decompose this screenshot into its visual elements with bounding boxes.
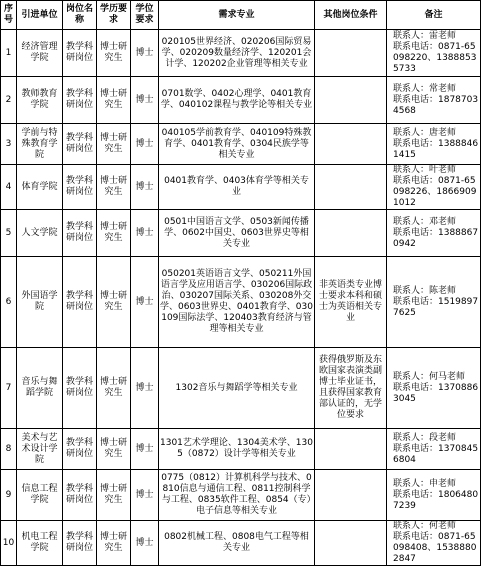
contact-phone: 联系电话：13708863045 xyxy=(393,382,479,404)
cell-degree: 博士研究生 xyxy=(97,30,131,77)
cell-remarks xyxy=(387,124,481,165)
cell-other xyxy=(315,77,387,124)
contact-phone: 联系电话：13888670942 xyxy=(393,227,479,249)
cell-post: 教学科研岗位 xyxy=(63,257,97,348)
cell-major: 050201英语语言文学、050211外国语言学及应用语言学、030206国际政治、030207国际关系、030208外交学、0603世界史、0401教育学、030109国际法学、120403教育经济与管理等相关专业 xyxy=(159,257,315,348)
header-unit: 引进单位 xyxy=(17,1,63,30)
contact-phone: 联系电话：0871-65098408、15388802847 xyxy=(393,532,477,564)
cell-degree: 博士研究生 xyxy=(97,124,131,165)
cell-degree: 博士研究生 xyxy=(97,165,131,210)
contact-person: 联系人：叶老师 xyxy=(393,165,457,175)
contact-person: 联系人：申老师 xyxy=(393,478,457,489)
cell-remarks xyxy=(387,470,481,521)
cell-major: 1301艺术学理论、1304美术学、1305（0872）设计学等相关专业 xyxy=(159,429,315,470)
cell-degree: 博士研究生 xyxy=(97,210,131,257)
cell-other xyxy=(315,429,387,470)
header-other: 其他岗位条件 xyxy=(315,1,387,30)
cell-unit: 音乐与舞蹈学院 xyxy=(17,348,63,429)
cell-qualification: 博士 xyxy=(131,521,159,566)
cell-unit: 学前与特殊教育学院 xyxy=(17,124,63,165)
cell-unit: 外国语学院 xyxy=(17,257,63,348)
cell-seq: 4 xyxy=(1,165,17,210)
contact-phone: 联系电话：0871-65098226、18669091012 xyxy=(393,176,477,208)
table-row xyxy=(1,470,481,521)
cell-degree: 博士研究生 xyxy=(97,521,131,566)
cell-other: 非英语类专业博士要求本科和硕士为英语相关专业 xyxy=(315,257,387,348)
cell-other xyxy=(315,521,387,566)
contact-person: 联系人：邓老师 xyxy=(393,216,457,227)
cell-qualification: 博士 xyxy=(131,77,159,124)
header-row xyxy=(1,1,481,30)
cell-degree: 博士研究生 xyxy=(97,257,131,348)
header-remarks: 备注 xyxy=(387,1,481,30)
cell-qualification: 博士 xyxy=(131,470,159,521)
contact-phone: 联系电话：15198977625 xyxy=(393,296,479,318)
cell-remarks xyxy=(387,521,481,566)
cell-post: 教学科研岗位 xyxy=(63,165,97,210)
header-degree: 学历要求 xyxy=(97,1,131,30)
cell-other xyxy=(315,30,387,77)
cell-unit: 教师教育学院 xyxy=(17,77,63,124)
cell-seq: 9 xyxy=(1,470,17,521)
cell-remarks xyxy=(387,257,481,348)
cell-qualification: 博士 xyxy=(131,124,159,165)
cell-major: 040105学前教育学、040109特殊教育学、0401教育学、0304民族学等相关专业 xyxy=(159,124,315,165)
cell-post: 教学科研岗位 xyxy=(63,521,97,566)
cell-remarks xyxy=(387,348,481,429)
cell-unit: 美术与艺术设计学院 xyxy=(17,429,63,470)
cell-seq: 1 xyxy=(1,30,17,77)
cell-other: 获得俄罗斯及东欧国家表演类副博士毕业证书，且获得国家教育部认证的，无学位要求 xyxy=(315,348,387,429)
cell-degree: 博士研究生 xyxy=(97,348,131,429)
cell-post: 教学科研岗位 xyxy=(63,30,97,77)
cell-major: 0775（0812）计算机科学与技术、0810信息与通信工程、0811控制科学与工程、0835软件工程、0854（专）电子信息等相关专业 xyxy=(159,470,315,521)
contact-phone: 联系电话：18787034568 xyxy=(393,94,479,116)
table-row xyxy=(1,124,481,165)
cell-qualification: 博士 xyxy=(131,257,159,348)
contact-person: 联系人：常老师 xyxy=(393,83,457,94)
cell-post: 教学科研岗位 xyxy=(63,210,97,257)
contact-person: 联系人：段老师 xyxy=(393,432,457,443)
cell-qualification: 博士 xyxy=(131,429,159,470)
cell-major: 0701数学、0402心理学、0401教育学、040102课程与教学论等相关专业 xyxy=(159,77,315,124)
cell-remarks xyxy=(387,210,481,257)
contact-person: 联系人：雷老师 xyxy=(393,31,457,41)
table-row xyxy=(1,521,481,566)
header-post-name: 岗位名称 xyxy=(63,1,97,30)
cell-unit: 体育学院 xyxy=(17,165,63,210)
cell-degree: 博士研究生 xyxy=(97,77,131,124)
cell-unit: 人文学院 xyxy=(17,210,63,257)
cell-unit: 信息工程学院 xyxy=(17,470,63,521)
table-row xyxy=(1,210,481,257)
table-row xyxy=(1,348,481,429)
cell-remarks xyxy=(387,429,481,470)
cell-major: 0802机械工程、0808电气工程等相关专业 xyxy=(159,521,315,566)
cell-other xyxy=(315,124,387,165)
cell-post: 教学科研岗位 xyxy=(63,429,97,470)
cell-seq: 5 xyxy=(1,210,17,257)
cell-qualification: 博士 xyxy=(131,210,159,257)
cell-degree: 博士研究生 xyxy=(97,429,131,470)
cell-seq: 8 xyxy=(1,429,17,470)
cell-qualification: 博士 xyxy=(131,30,159,77)
cell-post: 教学科研岗位 xyxy=(63,124,97,165)
contact-phone: 联系电话：0871-65098220、13888535733 xyxy=(393,42,477,74)
cell-seq: 3 xyxy=(1,124,17,165)
cell-post: 教学科研岗位 xyxy=(63,470,97,521)
cell-unit: 经济管理学院 xyxy=(17,30,63,77)
contact-person: 联系人：唐老师 xyxy=(393,127,457,138)
cell-post: 教学科研岗位 xyxy=(63,77,97,124)
table-row xyxy=(1,165,481,210)
cell-seq: 2 xyxy=(1,77,17,124)
cell-other xyxy=(315,165,387,210)
cell-major: 020105世界经济、020206国际贸易学、020209数量经济学、120201会计学、120202企业管理等相关专业 xyxy=(159,30,315,77)
contact-phone: 联系电话：13708456804 xyxy=(393,443,479,465)
table-row xyxy=(1,77,481,124)
cell-major: 0401教育学、0403体育学等相关专业 xyxy=(159,165,315,210)
contact-phone: 联系电话：18064807239 xyxy=(393,489,479,511)
table-row xyxy=(1,429,481,470)
contact-person: 联系人：何马老师 xyxy=(393,371,466,382)
cell-qualification: 博士 xyxy=(131,165,159,210)
table-row xyxy=(1,257,481,348)
contact-phone: 联系电话：13888461415 xyxy=(393,138,479,160)
header-qualification: 学位要求 xyxy=(131,1,159,30)
cell-major: 1302音乐与舞蹈学等相关专业 xyxy=(159,348,315,429)
cell-seq: 7 xyxy=(1,348,17,429)
cell-unit: 机电工程学院 xyxy=(17,521,63,566)
contact-person: 联系人：陈老师 xyxy=(393,285,457,296)
cell-qualification: 博士 xyxy=(131,348,159,429)
table-row xyxy=(1,30,481,77)
cell-seq: 10 xyxy=(1,521,17,566)
header-major: 需求专业 xyxy=(159,1,315,30)
cell-post: 教学科研岗位 xyxy=(63,348,97,429)
cell-major: 0501中国语言文学、0503新闻传播学、0602中国史、0603世界史等相关专业 xyxy=(159,210,315,257)
header-seq: 序号 xyxy=(1,1,17,30)
cell-other xyxy=(315,210,387,257)
cell-remarks xyxy=(387,30,481,77)
cell-remarks xyxy=(387,165,481,210)
cell-remarks xyxy=(387,77,481,124)
contact-person: 联系人：何老师 xyxy=(393,521,457,531)
cell-seq: 6 xyxy=(1,257,17,348)
cell-other xyxy=(315,470,387,521)
cell-degree: 博士研究生 xyxy=(97,470,131,521)
